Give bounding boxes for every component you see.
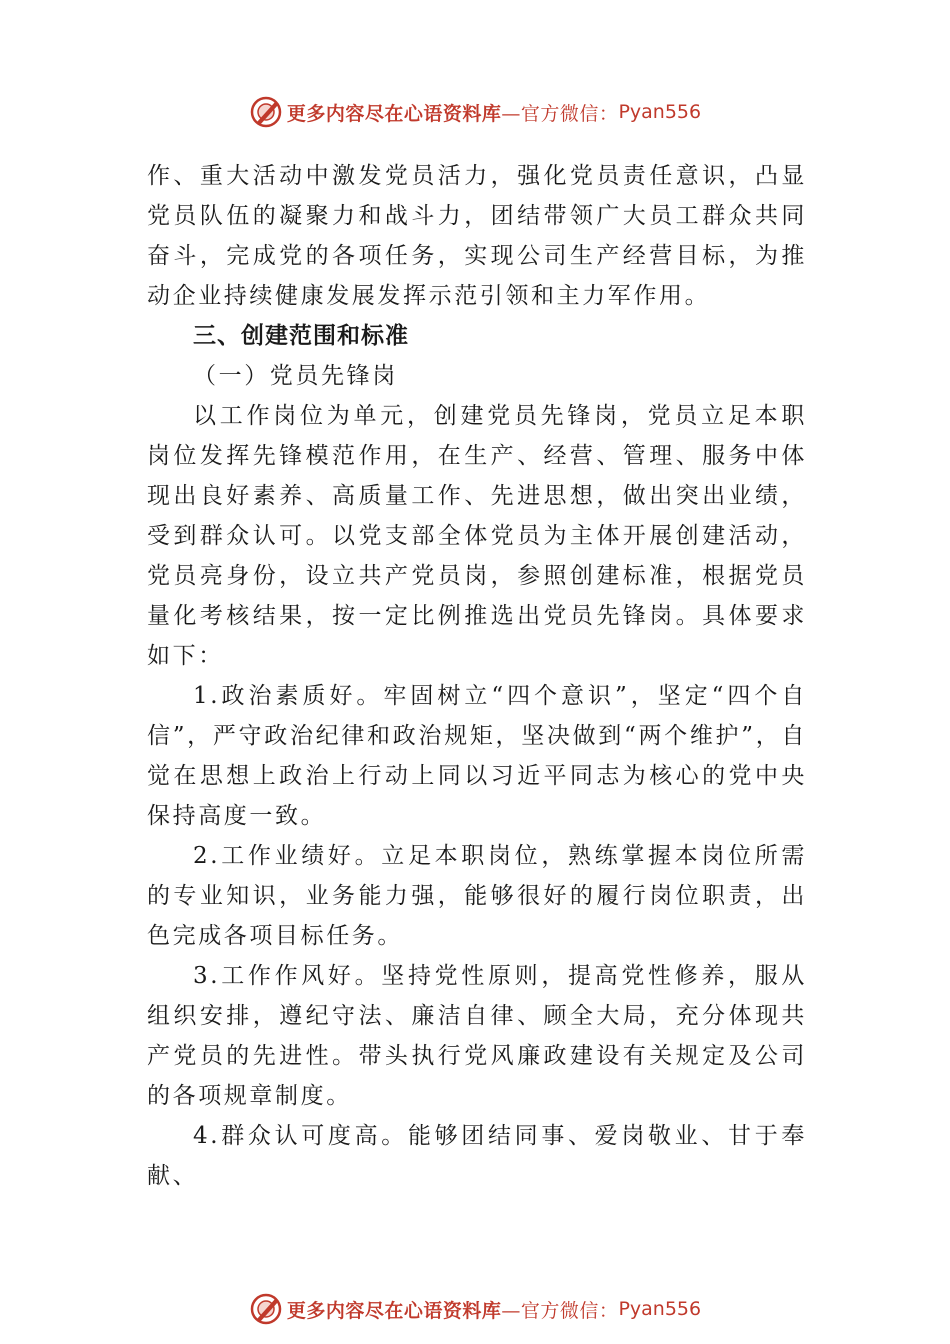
section-heading: 三、创建范围和标准 <box>193 323 409 349</box>
watermark-wechat-id: Pyan556 <box>618 1298 702 1320</box>
header-watermark <box>0 95 950 129</box>
watermark-main-text: 更多内容尽在心语资料库 <box>286 1299 502 1322</box>
paragraph-continuation: 作、重大活动中激发党员活力，强化党员责任意识，凸显党员队伍的凝聚力和战斗力，团结带领广大员工群众共同奋斗，完成党的各项任务，实现公司生产经营目标，为推动企业持续健康发展发挥示范引领和主力军作用。 <box>147 163 807 309</box>
watermark-main-text: 更多内容尽在心语资料库 <box>286 102 502 125</box>
subsection-heading: （一）党员先锋岗 <box>193 363 398 389</box>
list-item-1: 1.政治素质好。牢固树立“四个意识”，坚定“四个自信”，严守政治纪律和政治规矩，坚决做到“两个维护”，自觉在思想上政治上行动上同以习近平同志为核心的党中央保持高度一致。 <box>147 683 807 829</box>
footer-watermark <box>0 1292 950 1326</box>
list-item-2: 2.工作业绩好。立足本职岗位，熟练掌握本岗位所需的专业知识，业务能力强，能够很好的履行岗位职责，出色完成各项目标任务。 <box>147 843 807 949</box>
paragraph-intro: 以工作岗位为单元，创建党员先锋岗，党员立足本职岗位发挥先锋模范作用，在生产、经营、管理、服务中体现出良好素养、高质量工作、先进思想，做出突出业绩，受到群众认可。以党支部全体党员为主体开展创建活动，党员亮身份，设立共产党员岗，参照创建标准，根据党员量化考核结果，按一定比例推选出党员先锋岗。具体要求如下： <box>147 403 807 669</box>
document-body <box>147 156 807 1196</box>
watermark-wechat-id: Pyan556 <box>618 101 702 123</box>
watermark-separator-text: —官方微信： <box>501 102 619 125</box>
pen-logo-icon <box>249 95 283 129</box>
list-item-4: 4.群众认可度高。能够团结同事、爱岗敬业、甘于奉献、 <box>147 1123 807 1189</box>
pen-logo-icon <box>249 1292 283 1326</box>
list-item-3: 3.工作作风好。坚持党性原则，提高党性修养，服从组织安排，遵纪守法、廉洁自律、顾全大局，充分体现共产党员的先进性。带头执行党风廉政建设有关规定及公司的各项规章制度。 <box>147 963 807 1109</box>
watermark-separator-text: —官方微信： <box>501 1299 619 1322</box>
